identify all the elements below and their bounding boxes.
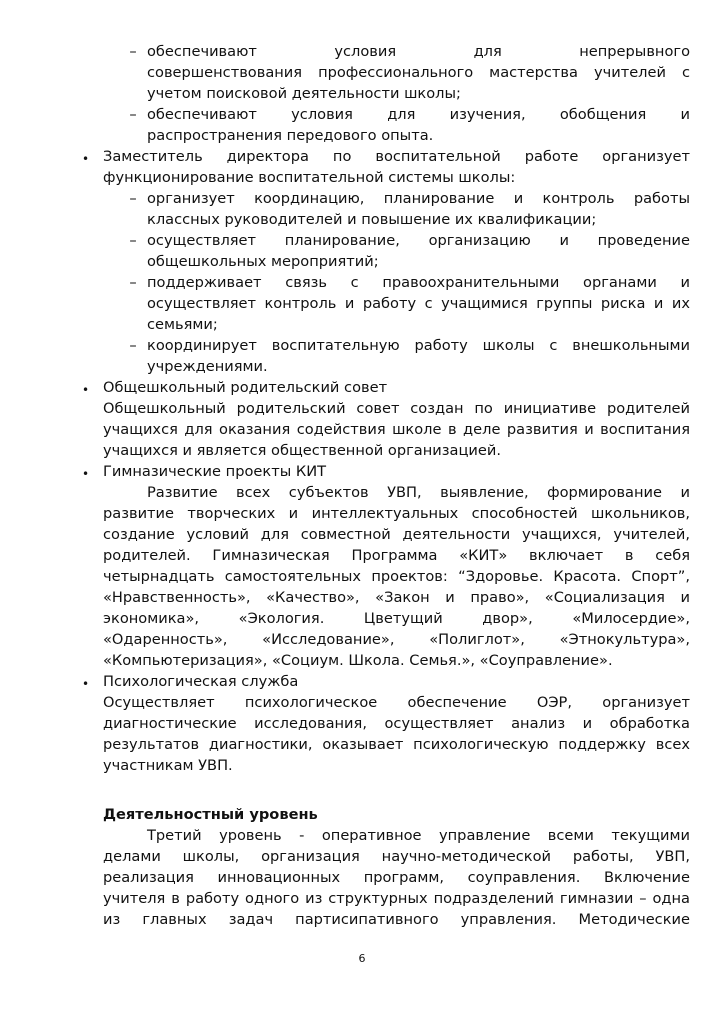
bullet-item-line: функционирование воспитательной системы школы:: [103, 169, 516, 186]
paragraph-line: экономика», «Экология. Цветущий двор», «Милосердие»,: [103, 610, 690, 627]
paragraph-line: «Компьютеризация», «Социум. Школа. Семья.», «Соуправление».: [103, 652, 613, 669]
paragraph-line: Развитие всех субъектов УВП, выявление, формирование и: [147, 484, 690, 501]
list-item-line: организует координацию, планирование и контроль работы: [147, 190, 690, 207]
bullet-title: Общешкольный родительский совет: [103, 379, 388, 396]
paragraph-line: результатов диагностики, оказывает психологическую поддержку всех: [103, 736, 690, 753]
section-heading: Деятельностный уровень: [103, 806, 318, 823]
list-item-line: координирует воспитательную работу школы с внешкольными: [147, 337, 690, 354]
bullet-marker: •: [82, 152, 90, 166]
paragraph-line: учителя в работу одного из структурных подразделений гимназии – одна: [103, 890, 690, 907]
dash-marker: –: [129, 43, 137, 60]
paragraph-line: участникам УВП.: [103, 757, 233, 774]
list-item-line: осуществляет контроль и работу с учащимися группы риска и их: [147, 295, 690, 312]
paragraph-line: диагностические исследования, осуществляет анализ и обработка: [103, 715, 690, 732]
list-item-line: обеспечивают условия для изучения, обобщения и: [147, 106, 690, 123]
paragraph-line: учащихся для оказания содействия школе в деле развития и воспитания: [103, 421, 690, 438]
dash-marker: –: [129, 232, 137, 249]
paragraph-line: «Одаренность», «Исследование», «Полиглот», «Этнокультура»,: [103, 631, 690, 648]
dash-marker: –: [129, 274, 137, 291]
dash-marker: –: [129, 190, 137, 207]
bullet-item-line: Заместитель директора по воспитательной работе организует: [103, 148, 690, 165]
page-number: 6: [358, 952, 366, 965]
paragraph-line: Общешкольный родительский совет создан по инициативе родителей: [103, 400, 690, 417]
paragraph-line: родителей. Гимназическая Программа «КИТ» включает в себя: [103, 547, 690, 564]
paragraph-line: Осуществляет психологическое обеспечение ОЭР, организует: [103, 694, 690, 711]
paragraph-line: четырнадцать самостоятельных проектов: “Здоровье. Красота. Спорт”,: [103, 568, 690, 585]
paragraph-line: Третий уровень - оперативное управление всеми текущими: [147, 827, 690, 844]
list-item-line: распространения передового опыта.: [147, 127, 434, 144]
paragraph-line: «Нравственность», «Качество», «Закон и право», «Социализация и: [103, 589, 690, 606]
dash-marker: –: [129, 337, 137, 354]
list-item-line: учреждениями.: [147, 358, 268, 375]
bullet-title: Психологическая служба: [103, 673, 299, 690]
bullet-marker: •: [82, 383, 90, 397]
list-item-line: учетом поисковой деятельности школы;: [147, 85, 461, 102]
paragraph-line: развитие творческих и интеллектуальных способностей школьников,: [103, 505, 690, 522]
paragraph-line: реализация инновационных программ, соуправления. Включение: [103, 869, 690, 886]
paragraph-line: учащихся и является общественной организацией.: [103, 442, 501, 459]
dash-marker: –: [129, 106, 137, 123]
list-item-line: совершенствования профессионального мастерства учителей с: [147, 64, 690, 81]
paragraph-line: создание условий для совместной деятельности учащихся, учителей,: [103, 526, 690, 543]
bullet-marker: •: [82, 467, 90, 481]
list-item-line: поддерживает связь с правоохранительными органами и: [147, 274, 690, 291]
list-item-line: классных руководителей и повышение их квалификации;: [147, 211, 597, 228]
paragraph-line: из главных задач партисипативного управления. Методические: [103, 911, 690, 928]
list-item-line: обеспечивают условия для непрерывного: [147, 43, 690, 60]
bullet-marker: •: [82, 677, 90, 691]
list-item-line: семьями;: [147, 316, 218, 333]
list-item-line: общешкольных мероприятий;: [147, 253, 379, 270]
bullet-title: Гимназические проекты КИТ: [103, 463, 327, 480]
paragraph-line: делами школы, организация научно-методической работы, УВП,: [103, 848, 690, 865]
list-item-line: осуществляет планирование, организацию и проведение: [147, 232, 690, 249]
